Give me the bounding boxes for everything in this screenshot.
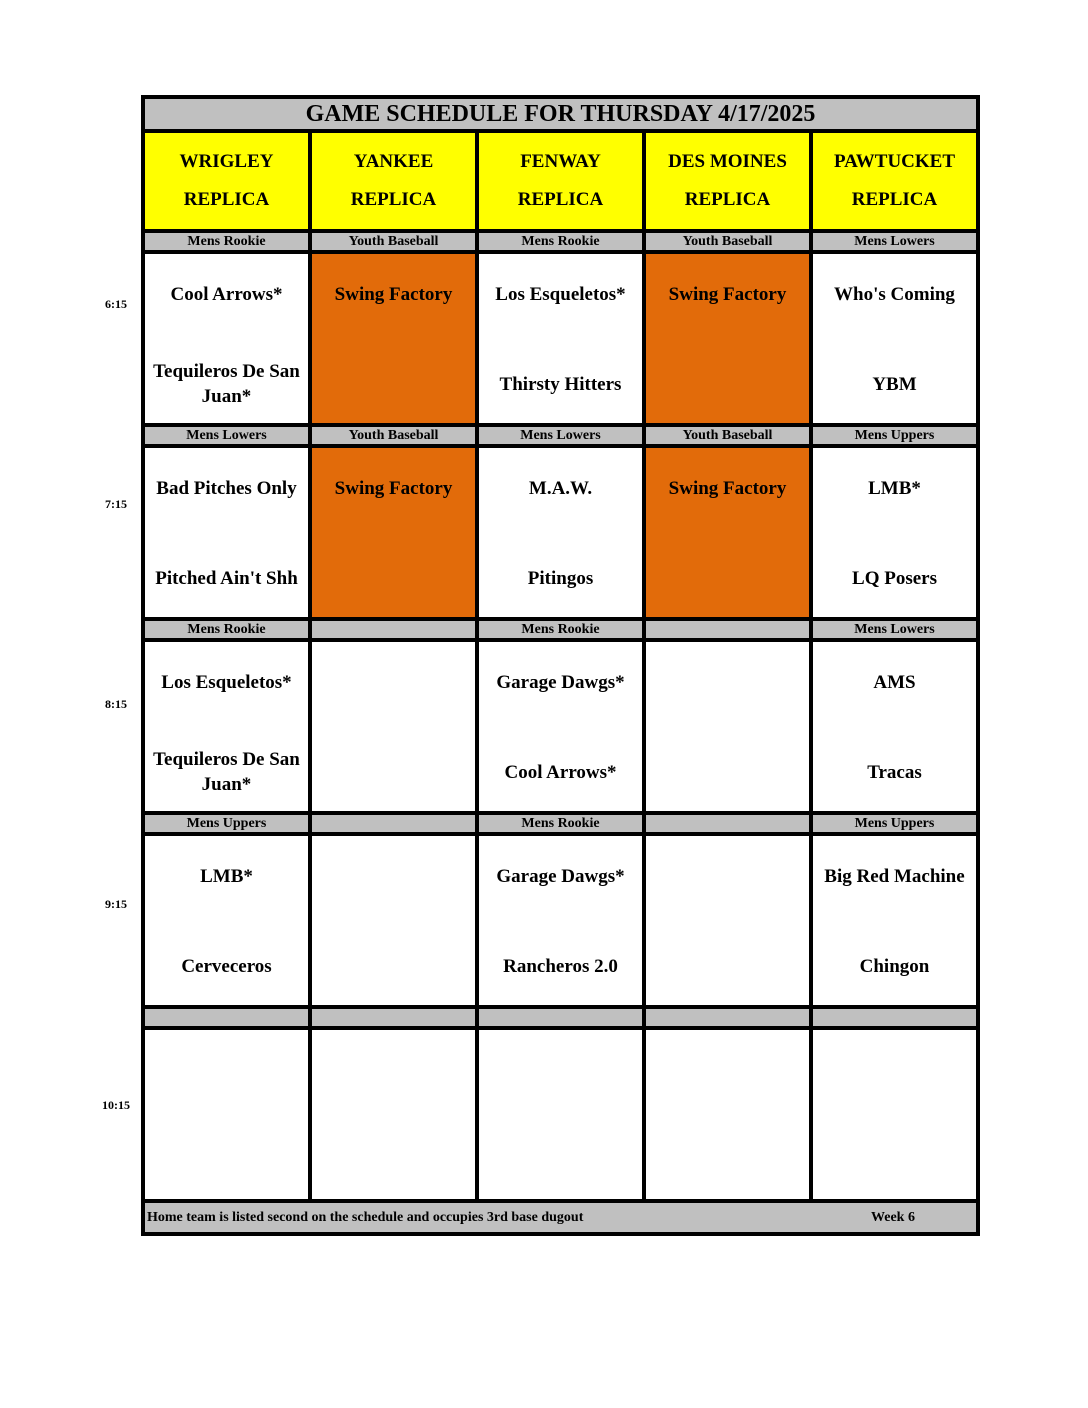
division-label: Mens Rookie xyxy=(143,619,310,640)
field-name: YANKEE xyxy=(353,151,434,172)
division-label xyxy=(310,1007,477,1028)
field-header xyxy=(811,131,978,231)
home-team: Tracas xyxy=(867,761,922,783)
division-label: Mens Rookie xyxy=(477,619,644,640)
away-team: Big Red Machine xyxy=(824,866,965,887)
week-label: Week 6 xyxy=(871,1210,915,1225)
home-team: LQ Posers xyxy=(852,567,937,589)
home-team: Cerveceros xyxy=(181,955,272,977)
division-row xyxy=(143,813,978,834)
field-header xyxy=(644,131,811,231)
game-cell xyxy=(644,834,811,1007)
division-label: Mens Rookie xyxy=(143,231,310,252)
home-team: Pitingos xyxy=(527,567,594,589)
away-team: Swing Factory xyxy=(668,478,787,499)
away-team: M.A.W. xyxy=(528,478,593,499)
division-label xyxy=(644,619,811,640)
home-team xyxy=(312,747,475,797)
home-team xyxy=(312,1135,475,1185)
division-label: Youth Baseball xyxy=(310,425,477,446)
home-team xyxy=(646,941,809,991)
away-team: Los Esqueletos* xyxy=(495,284,626,305)
division-label xyxy=(477,1007,644,1028)
game-cell xyxy=(143,252,310,425)
division-label xyxy=(811,1007,978,1028)
home-team xyxy=(646,553,809,603)
home-team xyxy=(312,359,475,409)
time-label: 6:15 xyxy=(105,297,127,311)
division-label: Mens Rookie xyxy=(477,813,644,834)
home-team: Cool Arrows* xyxy=(504,761,617,783)
title-row xyxy=(143,97,978,131)
division-row xyxy=(143,619,978,640)
division-label: Youth Baseball xyxy=(644,425,811,446)
game-cell xyxy=(644,252,811,425)
game-row xyxy=(143,1028,978,1201)
game-cell xyxy=(143,834,310,1007)
division-label: Mens Rookie xyxy=(477,231,644,252)
game-cell xyxy=(811,640,978,813)
game-cell xyxy=(143,640,310,813)
home-team: Thirsty Hitters xyxy=(499,373,622,395)
footer-cell xyxy=(143,1201,978,1234)
field-subname: REPLICA xyxy=(350,189,437,210)
game-cell xyxy=(811,252,978,425)
game-cell xyxy=(477,640,644,813)
away-team: Cool Arrows* xyxy=(170,284,283,305)
game-cell xyxy=(310,640,477,813)
home-team xyxy=(312,941,475,991)
footer-note: Home team is listed second on the schedule and occupies 3rd base dugout xyxy=(147,1210,584,1225)
home-team xyxy=(479,1135,642,1185)
footer-row xyxy=(143,1201,978,1234)
game-row xyxy=(143,252,978,425)
division-label: Mens Lowers xyxy=(811,619,978,640)
home-team xyxy=(646,747,809,797)
game-cell xyxy=(310,834,477,1007)
division-label: Mens Uppers xyxy=(143,813,310,834)
schedule-table xyxy=(141,95,980,1236)
game-cell xyxy=(143,1028,310,1201)
away-team: LMB* xyxy=(868,478,921,499)
game-row xyxy=(143,834,978,1007)
field-header xyxy=(143,131,310,231)
game-cell xyxy=(644,1028,811,1201)
away-team: Swing Factory xyxy=(334,284,453,305)
time-label: 9:15 xyxy=(105,897,127,911)
division-label: Mens Lowers xyxy=(143,425,310,446)
division-label xyxy=(644,1007,811,1028)
game-cell xyxy=(644,640,811,813)
field-name: FENWAY xyxy=(520,151,601,172)
away-team: LMB* xyxy=(200,866,253,887)
field-header xyxy=(477,131,644,231)
division-label xyxy=(310,813,477,834)
game-cell xyxy=(310,1028,477,1201)
time-label: 8:15 xyxy=(105,697,127,711)
game-cell xyxy=(644,446,811,619)
home-team: Rancheros 2.0 xyxy=(503,955,618,977)
division-label: Mens Lowers xyxy=(811,231,978,252)
division-label xyxy=(310,619,477,640)
division-label: Youth Baseball xyxy=(644,231,811,252)
field-name: PAWTUCKET xyxy=(833,151,956,172)
field-subname: REPLICA xyxy=(851,189,938,210)
home-team: Tequileros De San Juan* xyxy=(153,361,300,407)
game-cell xyxy=(143,446,310,619)
division-label: Mens Lowers xyxy=(477,425,644,446)
home-team: YBM xyxy=(872,373,917,395)
field-header-row xyxy=(143,131,978,231)
time-label: 7:15 xyxy=(105,497,127,511)
home-team: Pitched Ain't Shh xyxy=(155,567,298,589)
home-team: Tequileros De San Juan* xyxy=(153,749,300,795)
field-name: WRIGLEY xyxy=(179,151,274,172)
home-team xyxy=(646,1135,809,1185)
field-subname: REPLICA xyxy=(517,189,604,210)
away-team: Swing Factory xyxy=(668,284,787,305)
schedule-title: GAME SCHEDULE FOR THURSDAY 4/17/2025 xyxy=(143,97,978,131)
home-team xyxy=(312,553,475,603)
home-team xyxy=(813,1135,976,1185)
away-team: Garage Dawgs* xyxy=(496,866,625,887)
division-row xyxy=(143,425,978,446)
field-name: DES MOINES xyxy=(668,151,787,172)
home-team xyxy=(646,359,809,409)
game-row xyxy=(143,640,978,813)
field-subname: REPLICA xyxy=(183,189,270,210)
game-cell xyxy=(477,1028,644,1201)
game-cell xyxy=(477,252,644,425)
away-team: Los Esqueletos* xyxy=(161,672,292,693)
field-subname: REPLICA xyxy=(684,189,771,210)
home-team xyxy=(145,1135,308,1185)
game-cell xyxy=(811,1028,978,1201)
division-label: Mens Uppers xyxy=(811,425,978,446)
game-cell xyxy=(477,834,644,1007)
away-team: Bad Pitches Only xyxy=(156,478,297,499)
game-cell xyxy=(310,446,477,619)
away-team: Who's Coming xyxy=(834,284,955,305)
field-header xyxy=(310,131,477,231)
game-row xyxy=(143,446,978,619)
division-label xyxy=(644,813,811,834)
home-team: Chingon xyxy=(859,955,930,977)
division-label xyxy=(143,1007,310,1028)
away-team: Garage Dawgs* xyxy=(496,672,625,693)
division-label: Youth Baseball xyxy=(310,231,477,252)
game-cell xyxy=(811,446,978,619)
away-team: AMS xyxy=(873,672,916,693)
game-cell xyxy=(477,446,644,619)
away-team: Swing Factory xyxy=(334,478,453,499)
game-cell xyxy=(811,834,978,1007)
game-cell xyxy=(310,252,477,425)
time-label: 10:15 xyxy=(102,1098,130,1112)
division-row xyxy=(143,1007,978,1028)
division-label: Mens Uppers xyxy=(811,813,978,834)
division-row xyxy=(143,231,978,252)
